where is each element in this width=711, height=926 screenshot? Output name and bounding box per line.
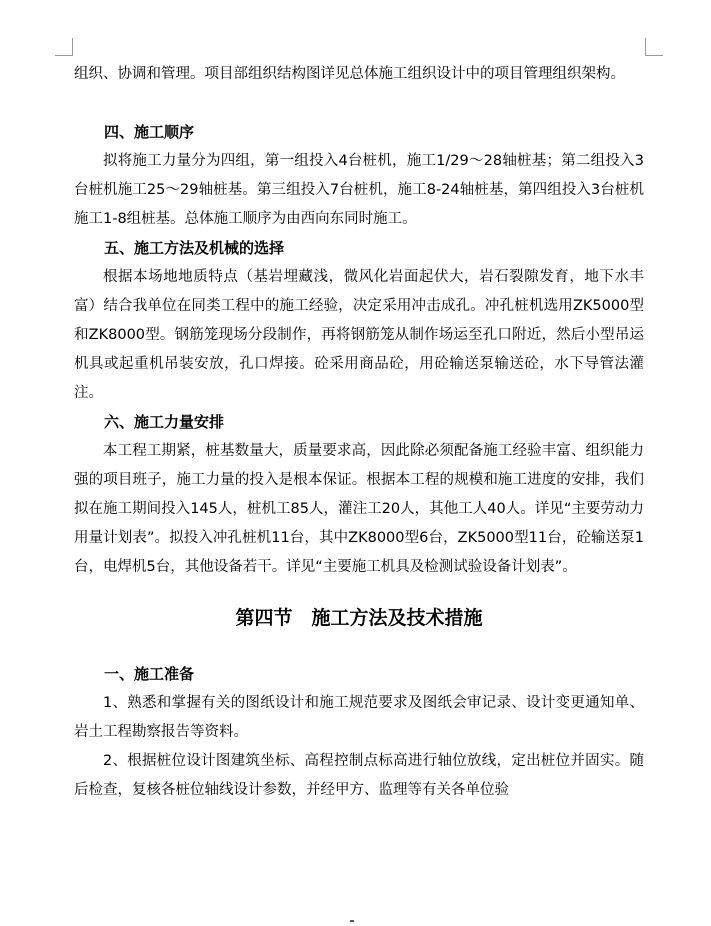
spacer xyxy=(74,582,644,598)
heading-workforce-arrangement: 六、施工力量安排 xyxy=(104,413,225,431)
document-page xyxy=(74,60,644,805)
spacer xyxy=(74,638,644,660)
heading-preparation: 一、施工准备 xyxy=(104,665,195,683)
heading-methods-machinery: 五、施工方法及机械的选择 xyxy=(104,239,285,257)
paragraph-methods-machinery: 根据本场地地质特点（基岩埋藏浅，微风化岩面起伏大，岩石裂隙发育，地下水丰富）结合我单位在同类工程中的施工经验，决定采用冲击成孔。冲孔桩机选用ZK5000型和ZK8000型。钢筋笼现场分段制作，再将钢筋笼从制作场运至孔口附近，然后小型吊运机具或起重机吊装安放，孔口焊接。砼采用商品砼，用砼输送泵输送砼，水下导管法灌注。 xyxy=(74,269,644,401)
paragraph-workforce-arrangement: 本工程工期紧，桩基数量大，质量要求高，因此除必须配备施工经验丰富、组织能力强的项目班子，施工力量的投入是根本保证。根据本工程的规模和施工进度的安排，我们拟在施工期间投入145人，桩机工85人，灌注工20人，其他工人40人。详见“主要劳动力用量计划表”。拟投入冲孔桩机11台，其中ZK8000型6台，ZK5000型11台，砼输送泵1台，电焊机5台，其他设备若干。详见“主要施工机具及检测试验设备计划表”。 xyxy=(74,443,644,575)
paragraph-preparation-2: 2、根据桩位设计图建筑坐标、高程控制点标高进行轴位放线，定出桩位并固实。随后检查，复核各桩位轴线设计参数，并经甲方、监理等有关各单位验 xyxy=(74,753,644,798)
spacer xyxy=(74,89,644,118)
page-edge-mark xyxy=(350,920,354,922)
crop-mark-top-left xyxy=(55,38,73,56)
paragraph-construction-sequence: 拟将施工力量分为四组，第一组投入4台桩机，施工1/29～28轴桩基；第二组投入3台桩机施工25～29轴桩基。第三组投入7台桩机，施工8-24轴桩基，第四组投入3台桩机施工1-8组桩基。总体施工顺序为由西向东同时施工。 xyxy=(74,153,644,227)
section-title: 第四节 施工方法及技术措施 xyxy=(235,607,483,629)
heading-construction-sequence: 四、施工顺序 xyxy=(104,123,195,141)
intro-paragraph: 组织、协调和管理。项目部组织结构图详见总体施工组织设计中的项目管理组织架构。 xyxy=(74,66,625,82)
crop-mark-top-right xyxy=(645,38,663,56)
paragraph-preparation-1: 1、熟悉和掌握有关的图纸设计和施工规范要求及图纸会审记录、设计变更通知单、岩土工程勘察报告等资料。 xyxy=(74,695,644,740)
